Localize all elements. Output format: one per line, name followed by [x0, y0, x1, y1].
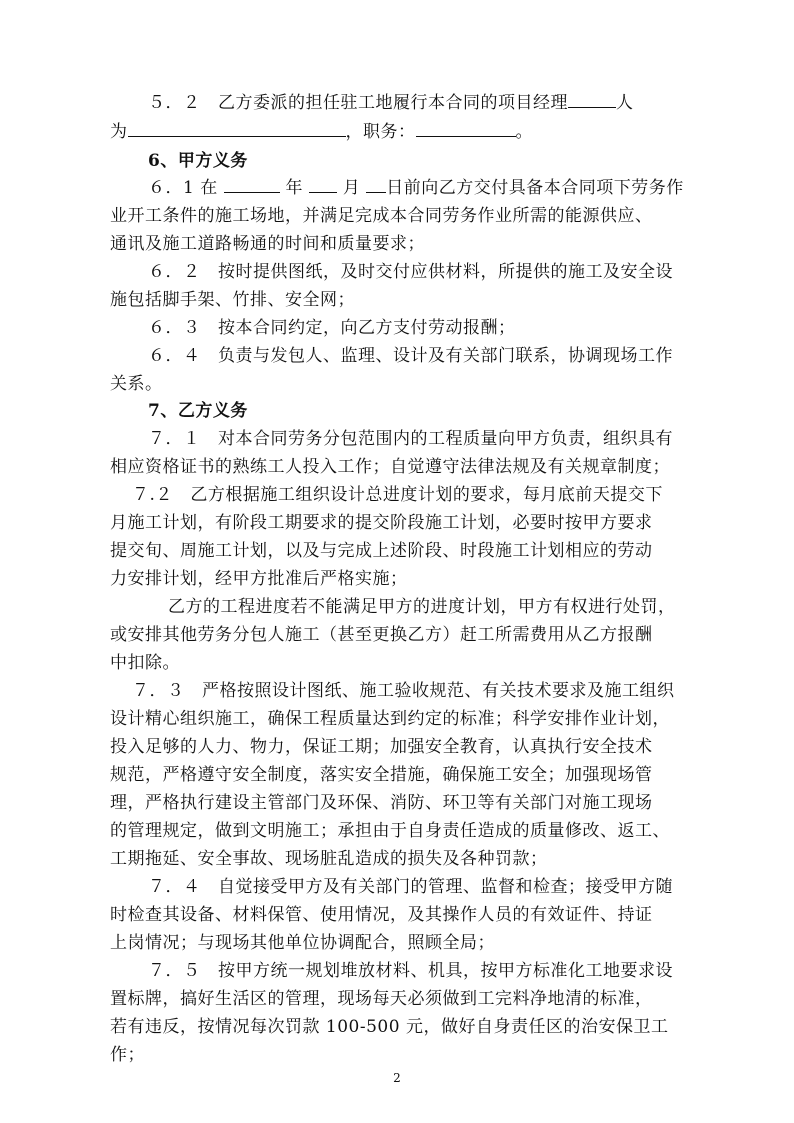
period: 。 [515, 122, 533, 142]
clause-7-3-line-2: 设计精心组织施工，确保工程质量达到约定的标准；科学安排作业计划， [110, 709, 670, 729]
blank-manager-title [416, 118, 516, 137]
clause-7-4-line-2: 时检查其设备、材料保管、使用情况，及其操作人员的有效证件、持证 [110, 905, 653, 925]
clause-6-3: ６．３ 按本合同约定，向乙方支付劳动报酬； [148, 318, 516, 338]
clause-6-1-text: 日前向乙方交付具备本合同项下劳务作 [386, 178, 684, 198]
clause-6-2-line-1: ６．２ 按时提供图纸，及时交付应供材料，所提供的施工及安全设 [148, 262, 673, 282]
clause-6-4-line-1: ６．４ 负责与发包人、监理、设计及有关部门联系，协调现场工作 [148, 346, 673, 366]
clause-7-3-line-7: 工期拖延、安全事故、现场脏乱造成的损失及各种罚款； [110, 849, 548, 869]
label-wei: 为 [110, 122, 128, 142]
page-number: 2 [393, 1071, 401, 1085]
blank-manager-count [568, 89, 616, 108]
clause-7-4-line-3: 上岗情况；与现场其他单位协调配合，照顾全局； [110, 933, 495, 953]
clause-7-2-penalty-line-3: 中扣除。 [110, 653, 180, 673]
clause-5-2-line-2 [0, 117, 794, 147]
clause-5-2-text: ５．２ 乙方委派的担任驻工地履行本合同的项目经理 [148, 93, 568, 113]
clause-7-3-line-1: ７．３ 严格按照设计图纸、施工验收规范、有关技术要求及施工组织 [132, 681, 675, 701]
label-month: 月 [342, 178, 361, 198]
section-7-heading: 7、乙方义务 [148, 401, 248, 421]
blank-manager-name [128, 118, 346, 137]
clause-7-3-line-5: 理，严格执行建设主管部门及环保、消防、环卫等有关部门对施工现场 [110, 793, 653, 813]
clause-7-2-penalty-line-1: 乙方的工程进度若不能满足甲方的进度计划，甲方有权进行处罚， [168, 597, 676, 617]
clause-7-2-line-4: 力安排计划，经甲方批准后严格实施； [110, 569, 408, 589]
clause-5-2-text-end: 人 [616, 93, 634, 113]
clause-7-1-line-1: ７．１ 对本合同劳务分包范围内的工程质量向甲方负责，组织具有 [148, 429, 673, 449]
clause-6-1-label: ６．1 在 [148, 178, 218, 198]
blank-month [309, 174, 337, 193]
section-6-heading: 6、甲方义务 [148, 151, 248, 171]
blank-day [366, 174, 386, 193]
clause-7-3-line-4: 规范，严格遵守安全制度，落实安全措施，确保施工安全；加强现场管 [110, 765, 653, 785]
clause-6-4-line-2: 关系。 [110, 374, 163, 394]
clause-7-1-line-2: 相应资格证书的熟练工人投入工作；自觉遵守法律法规及有关规章制度； [110, 457, 670, 477]
label-year: 年 [285, 178, 304, 198]
clause-7-5-line-1: ７．５ 按甲方统一规划堆放材料、机具，按甲方标准化工地要求设 [148, 961, 673, 981]
clause-7-3-line-6: 的管理规定，做到文明施工；承担由于自身责任造成的质量修改、返工、 [110, 821, 670, 841]
clause-7-2-line-1: ７.２ 乙方根据施工组织设计总进度计划的要求，每月底前天提交下 [132, 485, 663, 505]
clause-6-1-line-1 [0, 173, 794, 203]
clause-7-2-line-2: 月施工计划，有阶段工期要求的提交阶段施工计划，必要时按甲方要求 [110, 513, 653, 533]
clause-7-4-line-1: ７．４ 自觉接受甲方及有关部门的管理、监督和检查；接受甲方随 [148, 877, 673, 897]
blank-year [224, 174, 280, 193]
clause-7-2-penalty-line-2: 或安排其他劳务分包人施工（甚至更换乙方）赶工所需费用从乙方报酬 [110, 625, 653, 645]
clause-6-1-line-3: 通讯及施工道路畅通的时间和质量要求； [110, 234, 425, 254]
clause-6-2-line-2: 施包括脚手架、竹排、安全网； [110, 290, 355, 310]
clause-7-5-line-4: 作； [110, 1045, 145, 1065]
clause-7-3-line-3: 投入足够的人力、物力，保证工期；加强安全教育，认真执行安全技术 [110, 737, 653, 757]
clause-7-5-line-3: 若有违反，按情况每次罚款 100-500 元，做好自身责任区的治安保卫工 [110, 1017, 669, 1037]
clause-6-1-line-2: 业开工条件的施工场地，并满足完成本合同劳务作业所需的能源供应、 [110, 206, 653, 226]
label-title: ，职务： [345, 122, 416, 142]
clause-7-5-line-2: 置标牌，搞好生活区的管理，现场每天必须做到工完料净地清的标准， [110, 989, 653, 1009]
clause-5-2-line-1 [0, 88, 794, 118]
clause-7-2-line-3: 提交旬、周施工计划，以及与完成上述阶段、时段施工计划相应的劳动 [110, 541, 653, 561]
